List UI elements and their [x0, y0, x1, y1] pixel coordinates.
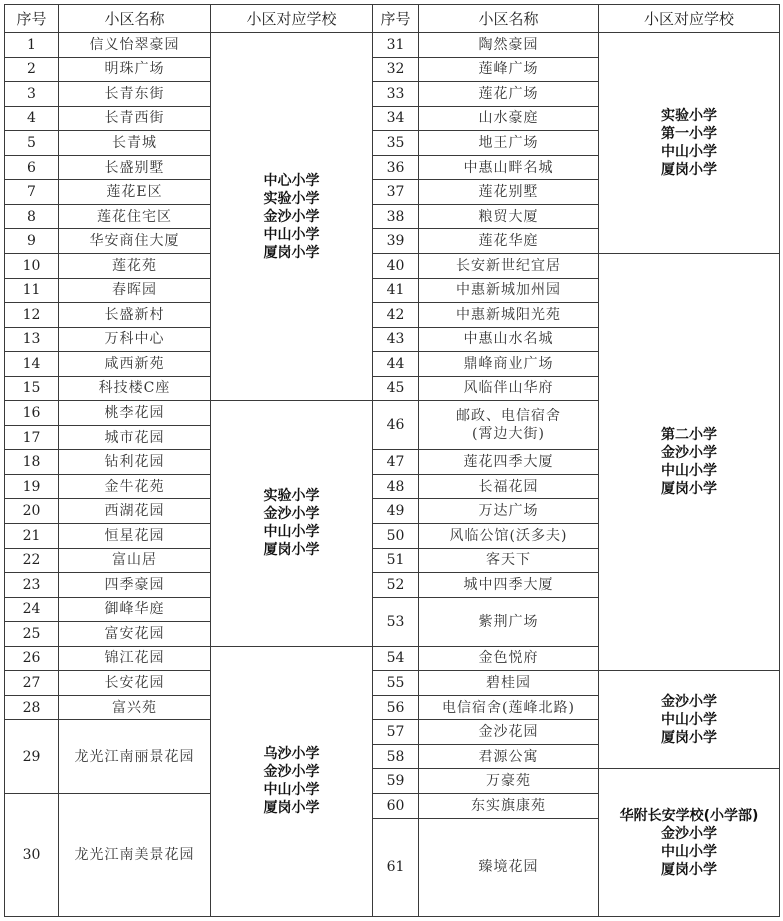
- left-row-number: 11: [5, 278, 59, 303]
- right-row-number: 56: [373, 695, 419, 720]
- right-community-name: 城中四季大厦: [419, 573, 599, 598]
- left-community-name: 长盛新村: [59, 303, 211, 328]
- header-name-left: 小区名称: [59, 5, 211, 33]
- school-name: 中山小学: [263, 524, 320, 541]
- school-name: 金沙小学: [661, 693, 717, 710]
- left-community-name: 金牛花苑: [59, 474, 211, 499]
- school-name: 华附长安学校(小学部): [619, 807, 759, 824]
- school-group-g1: [211, 33, 373, 401]
- left-row-number: 24: [5, 597, 59, 622]
- right-community-name: 金色悦府: [419, 646, 599, 671]
- left-community-name: 钻利花园: [59, 450, 211, 475]
- left-row-number: 13: [5, 327, 59, 352]
- right-row-number: 55: [373, 671, 419, 696]
- school-name: 中山小学: [661, 843, 717, 860]
- right-community-name: 电信宿舍(莲峰北路): [419, 695, 599, 720]
- table-row: [5, 253, 780, 278]
- right-community-name: 地王广场: [419, 131, 599, 156]
- left-row-number: 18: [5, 450, 59, 475]
- left-community-name: 御峰华庭: [59, 597, 211, 622]
- school-district-table: [4, 4, 780, 917]
- right-row-number: 45: [373, 376, 419, 401]
- school-name: 实验小学: [263, 488, 320, 505]
- right-row-number: 54: [373, 646, 419, 671]
- left-community-name: 万科中心: [59, 327, 211, 352]
- right-community-name: 粮贸大厦: [419, 204, 599, 229]
- school-name: 乌沙小学: [263, 746, 320, 763]
- right-community-name: 中惠山畔名城: [419, 155, 599, 180]
- right-community-name: 山水豪庭: [419, 106, 599, 131]
- left-community-name: 恒星花园: [59, 523, 211, 548]
- right-row-number: 49: [373, 499, 419, 524]
- left-community-name: 龙光江南美景花园: [59, 794, 211, 917]
- header-no-right: 序号: [373, 5, 419, 33]
- school-name: 实验小学: [661, 108, 717, 124]
- left-row-number: 1: [5, 33, 59, 58]
- right-row-number: 34: [373, 106, 419, 131]
- school-name: 厦岗小学: [661, 729, 717, 746]
- right-row-number: 57: [373, 720, 419, 745]
- header-name-right: 小区名称: [419, 5, 599, 33]
- school-name: 厦岗小学: [263, 800, 320, 817]
- right-community-name: 风临伴山华府: [419, 376, 599, 401]
- school-name: 厦岗小学: [661, 481, 717, 498]
- left-row-number: 7: [5, 180, 59, 205]
- left-row-number: 27: [5, 671, 59, 696]
- right-community-name: 中惠山水名城: [419, 327, 599, 352]
- left-community-name: 长青城: [59, 131, 211, 156]
- right-row-number: 32: [373, 57, 419, 82]
- right-row-number: 58: [373, 744, 419, 769]
- right-row-number: 48: [373, 474, 419, 499]
- left-row-number: 12: [5, 303, 59, 328]
- left-row-number: 14: [5, 352, 59, 377]
- right-community-name: 长福花园: [419, 474, 599, 499]
- right-row-number: 47: [373, 450, 419, 475]
- right-row-number: 31: [373, 33, 419, 58]
- school-name: 中山小学: [661, 463, 717, 480]
- community-name-line: 邮政、电信宿舍: [456, 408, 561, 425]
- left-row-number: 16: [5, 401, 59, 426]
- left-community-name: 四季豪园: [59, 573, 211, 598]
- left-row-number: 28: [5, 695, 59, 720]
- school-name: 金沙小学: [263, 208, 320, 225]
- left-community-name: 富山居: [59, 548, 211, 573]
- right-row-number: 41: [373, 278, 419, 303]
- left-community-name: 桃李花园: [59, 401, 211, 426]
- right-row-number: 46: [373, 401, 419, 450]
- right-row-number: 38: [373, 204, 419, 229]
- header-school-right: 小区对应学校: [599, 5, 780, 33]
- left-row-number: 26: [5, 646, 59, 671]
- left-community-name: 明珠广场: [59, 57, 211, 82]
- left-row-number: 3: [5, 82, 59, 107]
- right-row-number: 60: [373, 794, 419, 819]
- right-row-number: 42: [373, 303, 419, 328]
- left-row-number: 20: [5, 499, 59, 524]
- right-community-name: 碧桂园: [419, 671, 599, 696]
- right-row-number: 35: [373, 131, 419, 156]
- right-community-name: 中惠新城阳光苑: [419, 303, 599, 328]
- left-row-number: 15: [5, 376, 59, 401]
- left-community-name: 长青东街: [59, 82, 211, 107]
- left-community-name: 富兴苑: [59, 695, 211, 720]
- right-row-number: 53: [373, 597, 419, 646]
- right-row-number: 59: [373, 769, 419, 794]
- right-community-name: 风临公馆(沃多夫): [419, 523, 599, 548]
- right-community-name: 中惠新城加州园: [419, 278, 599, 303]
- left-row-number: 29: [5, 720, 59, 794]
- school-name: 厦岗小学: [661, 162, 717, 178]
- school-name: 厦岗小学: [263, 542, 320, 559]
- right-row-number: 36: [373, 155, 419, 180]
- right-community-name: 陶然豪园: [419, 33, 599, 58]
- left-row-number: 2: [5, 57, 59, 82]
- left-community-name: 长盛别墅: [59, 155, 211, 180]
- left-community-name: 锦江花园: [59, 646, 211, 671]
- left-row-number: 21: [5, 523, 59, 548]
- table-body: [5, 5, 780, 917]
- school-name: 中心小学: [263, 172, 320, 189]
- right-community-name: 万达广场: [419, 499, 599, 524]
- left-row-number: 17: [5, 425, 59, 450]
- table-row: [5, 671, 780, 696]
- school-group-r4: [599, 769, 780, 917]
- left-community-name: 富安花园: [59, 622, 211, 647]
- right-community-name: 莲峰广场: [419, 57, 599, 82]
- left-community-name: 西湖花园: [59, 499, 211, 524]
- right-row-number: 61: [373, 818, 419, 916]
- right-row-number: 33: [373, 82, 419, 107]
- right-community-name: [419, 401, 599, 450]
- right-community-name: 莲花四季大厦: [419, 450, 599, 475]
- left-community-name: 城市花园: [59, 425, 211, 450]
- school-name: 厦岗小学: [661, 861, 717, 878]
- left-row-number: 23: [5, 573, 59, 598]
- left-community-name: 科技楼C座: [59, 376, 211, 401]
- school-name: 金沙小学: [263, 764, 320, 781]
- school-name: 金沙小学: [661, 825, 717, 842]
- right-row-number: 43: [373, 327, 419, 352]
- left-row-number: 6: [5, 155, 59, 180]
- school-name: 中山小学: [661, 711, 717, 728]
- right-community-name: 紫荆广场: [419, 597, 599, 646]
- right-community-name: 东实旗康苑: [419, 794, 599, 819]
- table-row: [5, 33, 780, 58]
- left-community-name: 长青西街: [59, 106, 211, 131]
- header-school-left: 小区对应学校: [211, 5, 373, 33]
- right-community-name: 长安新世纪宜居: [419, 253, 599, 278]
- left-community-name: 长安花园: [59, 671, 211, 696]
- left-community-name: 咸西新苑: [59, 352, 211, 377]
- left-community-name: 春晖园: [59, 278, 211, 303]
- header-no-left: 序号: [5, 5, 59, 33]
- right-community-name: 君源公寓: [419, 744, 599, 769]
- left-row-number: 25: [5, 622, 59, 647]
- school-name: 金沙小学: [661, 445, 717, 462]
- right-community-name: 臻境花园: [419, 818, 599, 916]
- header-row: [5, 5, 780, 33]
- school-name: 第一小学: [661, 126, 717, 142]
- school-name: 中山小学: [661, 144, 717, 160]
- right-row-number: 44: [373, 352, 419, 377]
- right-community-name: 客天下: [419, 548, 599, 573]
- school-group-r2: [599, 253, 780, 670]
- left-row-number: 9: [5, 229, 59, 254]
- school-name: 厦岗小学: [263, 244, 320, 261]
- left-row-number: 10: [5, 253, 59, 278]
- left-community-name: 华安商住大厦: [59, 229, 211, 254]
- right-row-number: 39: [373, 229, 419, 254]
- right-community-name: 莲花别墅: [419, 180, 599, 205]
- left-row-number: 8: [5, 204, 59, 229]
- community-name-line: (霄边大街): [472, 426, 545, 443]
- left-row-number: 4: [5, 106, 59, 131]
- left-community-name: 莲花E区: [59, 180, 211, 205]
- school-name: 实验小学: [263, 190, 320, 207]
- school-name: 金沙小学: [263, 506, 320, 523]
- school-name: 中山小学: [263, 226, 320, 243]
- right-community-name: 莲花广场: [419, 82, 599, 107]
- left-row-number: 19: [5, 474, 59, 499]
- right-community-name: 万豪苑: [419, 769, 599, 794]
- left-row-number: 30: [5, 794, 59, 917]
- school-name: 第二小学: [661, 427, 717, 444]
- left-community-name: 信义怡翠豪园: [59, 33, 211, 58]
- left-row-number: 5: [5, 131, 59, 156]
- school-group-g3: [211, 646, 373, 916]
- right-row-number: 51: [373, 548, 419, 573]
- right-row-number: 40: [373, 253, 419, 278]
- right-community-name: 鼎峰商业广场: [419, 352, 599, 377]
- left-community-name: 莲花苑: [59, 253, 211, 278]
- school-group-r3: [599, 671, 780, 769]
- left-community-name: 龙光江南丽景花园: [59, 720, 211, 794]
- right-row-number: 37: [373, 180, 419, 205]
- left-community-name: 莲花住宅区: [59, 204, 211, 229]
- right-community-name: 莲花华庭: [419, 229, 599, 254]
- right-row-number: 50: [373, 523, 419, 548]
- right-community-name: 金沙花园: [419, 720, 599, 745]
- right-row-number: 52: [373, 573, 419, 598]
- school-group-g2: [211, 401, 373, 646]
- school-group-r1: [599, 33, 780, 254]
- school-name: 中山小学: [263, 782, 320, 799]
- left-row-number: 22: [5, 548, 59, 573]
